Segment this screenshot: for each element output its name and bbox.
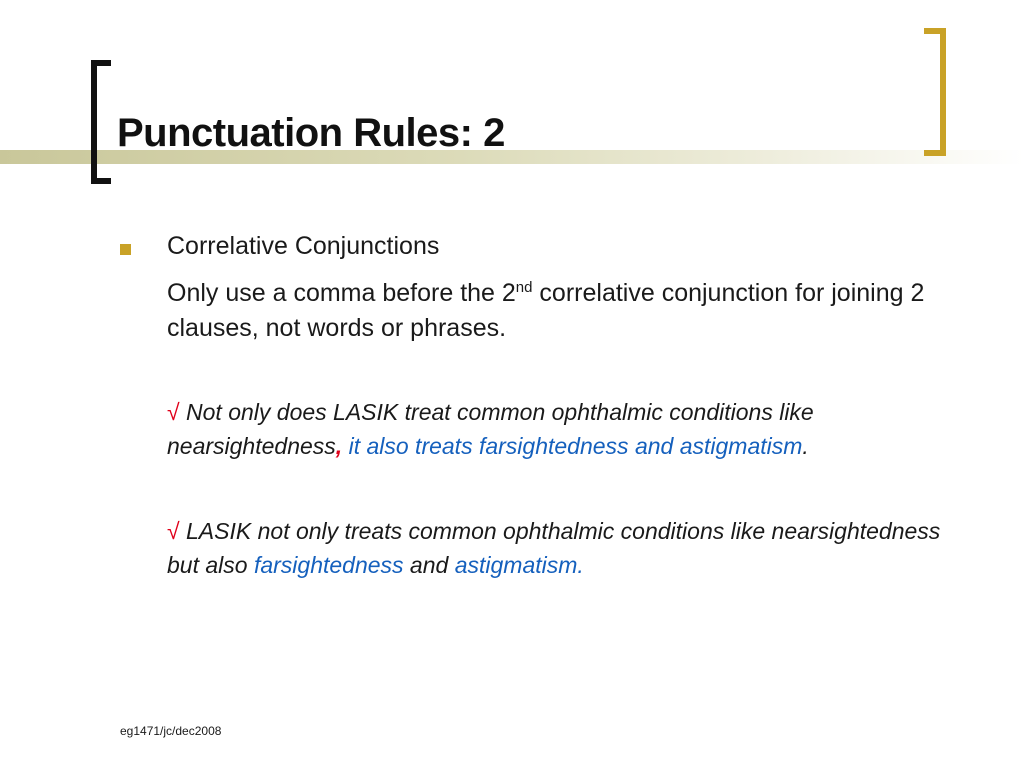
example-1-text-a: Not only does LASIK treat common ophthalmic conditions like nearsightedness (167, 399, 814, 459)
example-2 (167, 514, 957, 582)
example-1-comma: , (335, 433, 343, 459)
rule-text (167, 276, 947, 346)
example-1-end: . (802, 433, 809, 459)
bullet-square-icon (120, 244, 131, 255)
example-2-end: . (577, 552, 584, 578)
rule-superscript: nd (515, 279, 533, 296)
example-2-word1: farsightedness (253, 552, 404, 578)
example-2-mid: and (403, 552, 455, 578)
example-1-text-b: it also treats farsightedness and astigmatism (342, 433, 803, 459)
slide-footer: eg1471/jc/dec2008 (120, 724, 222, 738)
example-2-text-a: LASIK not only treats common ophthalmic conditions like nearsightedness but also (167, 518, 941, 578)
rule-text-part1: Only use a comma before the 2 (167, 279, 516, 307)
example-1 (167, 395, 957, 463)
right-bracket-decoration (924, 28, 946, 156)
check-mark-icon: √ (167, 518, 180, 544)
rule-text-part2: correlative conjunction for joining 2 clauses, not words or phrases. (167, 279, 925, 342)
bullet-heading: Correlative Conjunctions (167, 232, 440, 260)
example-2-word2: astigmatism (454, 552, 578, 578)
left-bracket-decoration (91, 60, 111, 184)
check-mark-icon: √ (167, 399, 180, 425)
slide-title: Punctuation Rules: 2 (117, 111, 505, 155)
